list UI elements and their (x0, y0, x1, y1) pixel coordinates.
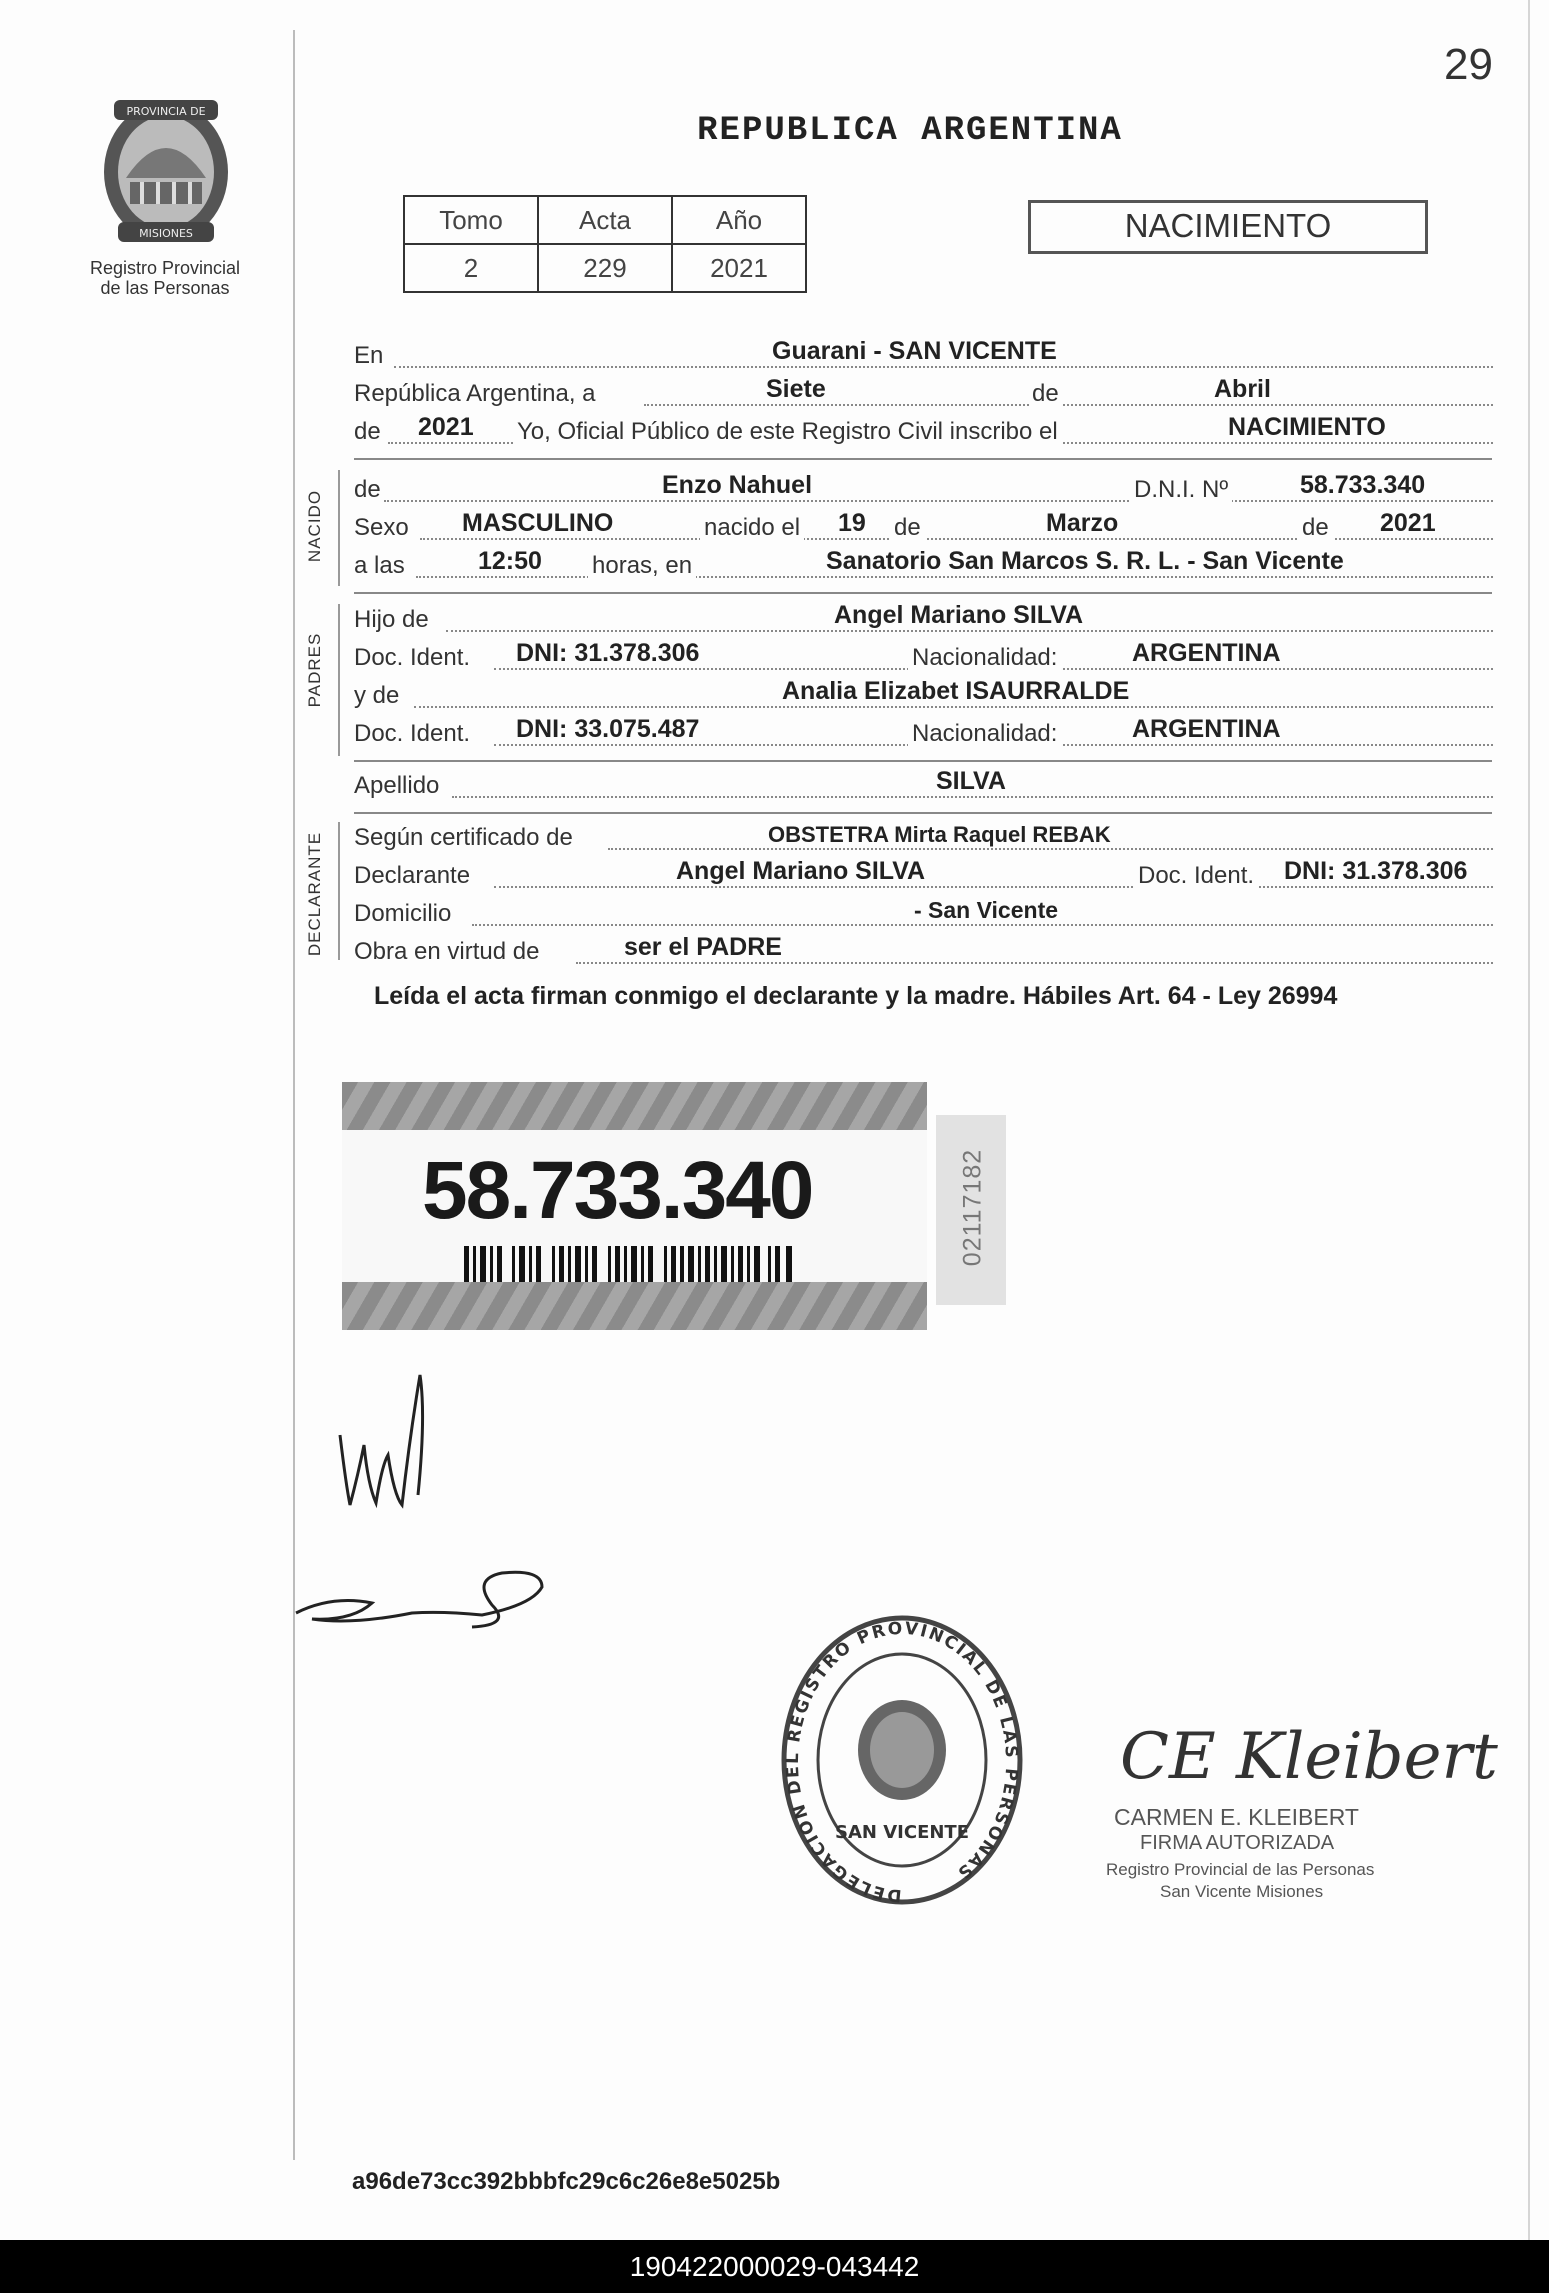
value-surname: SILVA (936, 767, 1006, 795)
value-certificate: OBSTETRA Mirta Raquel REBAK (768, 822, 1111, 847)
label-sex: Sexo (354, 514, 409, 541)
reference-header-row (404, 196, 806, 244)
authorized-signature-text: CE Kleibert (1120, 1720, 1498, 1794)
right-edge-line (1528, 0, 1530, 2240)
divider-2 (354, 592, 1492, 594)
value-born-month: Marzo (1046, 509, 1119, 537)
label-certificate: Según certificado de (354, 824, 573, 851)
document-hash: a96de73cc392bbbfc29c6c26e8e5025b (352, 2168, 781, 2195)
mother-signature (292, 1565, 552, 1645)
record-type-box: NACIMIENTO (1028, 200, 1428, 254)
row-surname (354, 766, 1493, 804)
footer-code: 190422000029-043442 (0, 2240, 1549, 2293)
label-son-of: Hijo de (354, 606, 429, 633)
authority-title: FIRMA AUTORIZADA (1140, 1832, 1335, 1854)
value-mother-name: Analia Elizabet ISAURRALDE (782, 677, 1130, 705)
label-father-doc: Doc. Ident. (354, 644, 471, 671)
logo-caption (60, 258, 270, 298)
label-born-on: nacido el (700, 514, 804, 542)
reference-value-ano: 2021 (672, 244, 806, 292)
reference-table (403, 195, 807, 293)
logo-caption-line2: de las Personas (100, 278, 230, 298)
label-born-de: de (354, 476, 381, 503)
label-year-prefix: de (354, 418, 381, 445)
row-registration (354, 412, 1493, 450)
label-born-de-2: de (890, 514, 925, 542)
declarant-section-bar (338, 822, 340, 960)
row-place (354, 336, 1493, 374)
label-capacity: Obra en virtud de (354, 938, 540, 965)
label-en: En (354, 342, 384, 369)
dni-sticker (342, 1082, 927, 1332)
value-capacity: ser el PADRE (624, 933, 782, 961)
label-registration: Yo, Oficial Público de este Registro Civil inscribo el (514, 418, 1061, 446)
left-margin-line (293, 30, 295, 2160)
value-birth-place: Sanatorio San Marcos S. R. L. - San Vicente (826, 547, 1344, 575)
value-born-year: 2021 (1380, 509, 1436, 537)
authorized-signature (1110, 1708, 1498, 1798)
seal-ring-text: DELEGACION DEL REGISTRO PROVINCIAL DE LAS PERSONAS (782, 1618, 1022, 1906)
value-mother-nationality: ARGENTINA (1132, 715, 1281, 743)
value-father-name: Angel Mariano SILVA (834, 601, 1084, 629)
page-number: 29 (1444, 40, 1493, 89)
label-declarant-doc: Doc. Ident. (1134, 862, 1258, 890)
reference-value-acta: 229 (538, 244, 672, 292)
label-born-de-3: de (1298, 514, 1333, 542)
value-month-text: Abril (1214, 375, 1271, 403)
row-born-name (354, 470, 1493, 508)
born-section-label: NACIDO (305, 489, 324, 563)
document-title: REPUBLICA ARGENTINA (697, 112, 1123, 150)
label-dni: D.N.I. Nº (1130, 476, 1232, 504)
label-surname: Apellido (354, 772, 440, 799)
sticker-top-band (342, 1082, 927, 1130)
row-father-doc (354, 638, 1493, 676)
declarant-section-label: DECLARANTE (305, 831, 324, 957)
row-address (354, 894, 1493, 932)
sticker-dni-number: 58.733.340 (422, 1145, 813, 1236)
seal-inner-text: SAN VICENTE (835, 1822, 969, 1843)
value-sex: MASCULINO (462, 509, 614, 537)
value-address: - San Vicente (914, 897, 1059, 923)
label-hours: horas, en (588, 552, 696, 580)
official-seal (780, 1610, 1025, 1910)
value-father-nationality: ARGENTINA (1132, 639, 1281, 667)
row-born-sex (354, 508, 1493, 546)
parents-section-label: PADRES (305, 632, 324, 708)
declarant-signature (330, 1355, 440, 1515)
value-day-text: Siete (766, 375, 826, 403)
row-certificate (354, 818, 1493, 856)
parents-section-bar (338, 604, 340, 756)
label-address: Domicilio (354, 900, 452, 927)
row-capacity (354, 932, 1493, 970)
logo-bottom-text: MISIONES (139, 227, 193, 240)
label-country: República Argentina, a (354, 380, 596, 407)
row-mother-doc (354, 714, 1493, 752)
value-time: 12:50 (478, 547, 542, 575)
row-date (354, 374, 1493, 412)
label-father-nationality: Nacionalidad: (908, 644, 1061, 672)
value-place: Guarani - SAN VICENTE (772, 337, 1057, 365)
label-time: a las (354, 552, 405, 579)
value-declarant-name: Angel Mariano SILVA (676, 857, 926, 885)
reference-value-row (404, 244, 806, 292)
authority-location: San Vicente Misiones (1160, 1882, 1324, 1901)
row-born-time (354, 546, 1493, 584)
label-declarant: Declarante (354, 862, 471, 889)
label-mother-doc: Doc. Ident. (354, 720, 471, 747)
logo-top-text: PROVINCIA DE (126, 105, 206, 118)
divider-4 (354, 812, 1492, 814)
authority-office: Registro Provincial de las Personas (1106, 1860, 1375, 1879)
provincial-logo (96, 98, 236, 248)
value-mother-doc: DNI: 33.075.487 (516, 715, 700, 743)
value-year: 2021 (418, 413, 474, 441)
reference-value-tomo: 2 (404, 244, 538, 292)
label-and-of: y de (354, 682, 400, 709)
row-declarant (354, 856, 1493, 894)
row-mother (354, 676, 1493, 714)
logo-caption-line1: Registro Provincial (89, 258, 241, 278)
reference-header-acta: Acta (538, 196, 672, 244)
legal-text: Leída el acta firman conmigo el declarante y la madre. Hábiles Art. 64 - Ley 26994 (374, 982, 1338, 1010)
value-record: NACIMIENTO (1228, 413, 1386, 441)
born-section-bar (338, 470, 340, 586)
sticker-serial (936, 1115, 1006, 1305)
divider-3 (354, 760, 1492, 762)
value-born-name: Enzo Nahuel (662, 471, 813, 499)
reference-header-ano: Año (672, 196, 806, 244)
value-born-dni: 58.733.340 (1300, 471, 1426, 499)
row-father (354, 600, 1493, 638)
value-declarant-doc: DNI: 31.378.306 (1284, 857, 1468, 885)
sticker-bottom-band (342, 1282, 927, 1330)
value-born-day: 19 (838, 509, 866, 537)
reference-header-tomo: Tomo (404, 196, 538, 244)
authority-name: CARMEN E. KLEIBERT (1114, 1804, 1359, 1830)
sticker-serial-number: 02117182 (958, 1148, 987, 1267)
label-mother-nationality: Nacionalidad: (908, 720, 1061, 748)
label-de-1: de (1032, 380, 1059, 407)
authorized-signature-block (1090, 1708, 1498, 1908)
value-father-doc: DNI: 31.378.306 (516, 639, 700, 667)
divider-1 (354, 458, 1492, 460)
